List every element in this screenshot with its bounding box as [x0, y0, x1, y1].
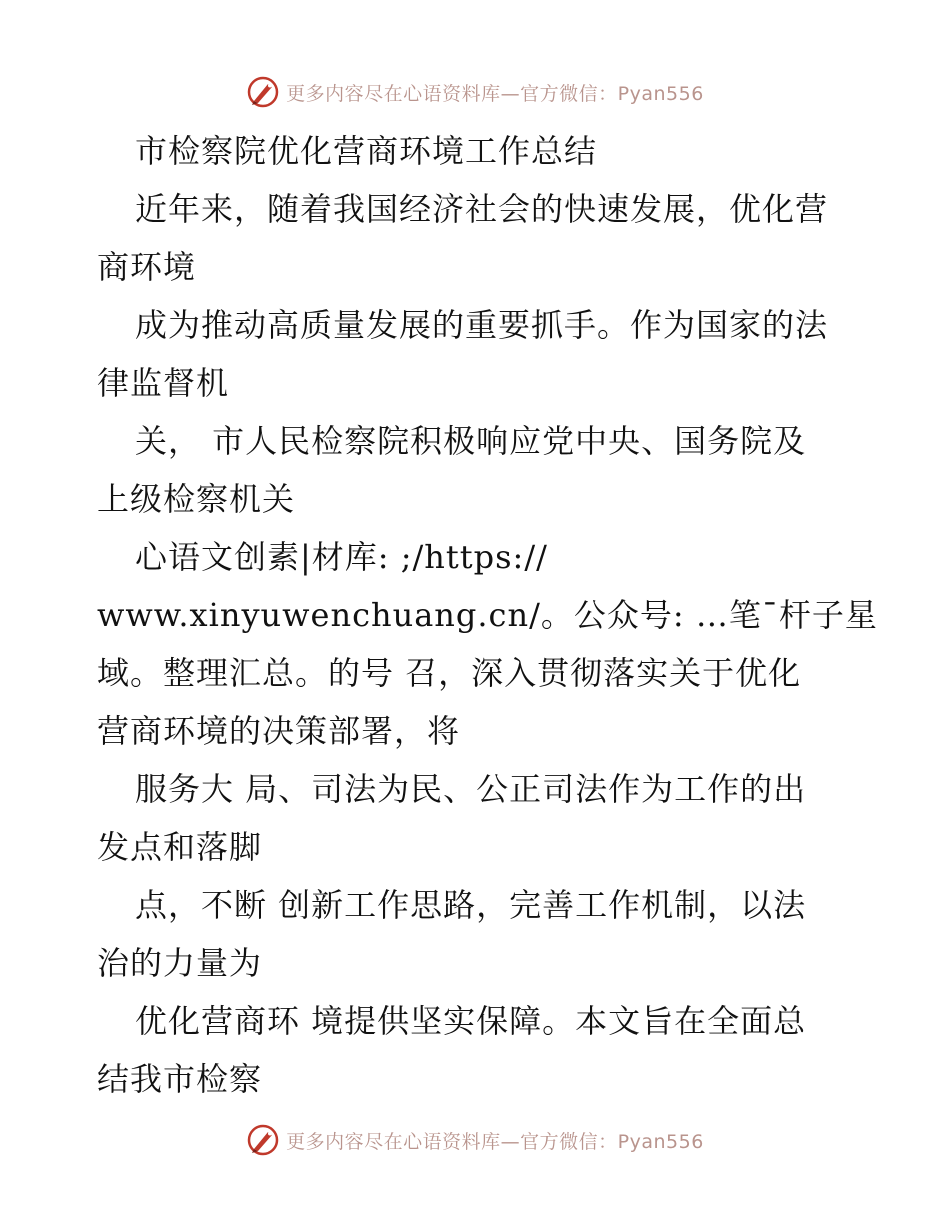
text-line: 域。整理汇总。的号 召，深入贯彻落实关于优化	[97, 654, 802, 692]
text-line: 结我市检察	[97, 1060, 263, 1098]
text-line: www.xinyuwenchuang.cn/。公众号: …笔¯杆子星	[97, 596, 878, 634]
pen-logo-icon	[246, 75, 280, 109]
text-line: 点，不断 创新工作思路，完善工作机制，以法	[135, 886, 807, 924]
text-line: 市检察院优化营商环境工作总结	[135, 132, 598, 170]
text-line: 服务大 局、司法为民、公正司法作为工作的出	[135, 770, 807, 808]
header-watermark	[0, 72, 950, 112]
text-line: 近年来，随着我国经济社会的快速发展，优化营	[135, 190, 829, 228]
text-line: 关， 市人民检察院积极响应党中央、国务院及	[135, 422, 807, 460]
text-line: 优化营商环 境提供坚实保障。本文旨在全面总	[135, 1002, 807, 1040]
watermark-text: 更多内容尽在心语资料库—官方微信：Pyan556	[286, 1130, 704, 1153]
text-line: 上级检察机关	[97, 480, 296, 518]
document-body	[97, 122, 878, 1108]
text-line: 成为推动高质量发展的重要抓手。作为国家的法	[135, 306, 829, 344]
text-line: 律监督机	[97, 364, 230, 402]
footer-watermark	[0, 1120, 950, 1160]
text-line: 营商环境的决策部署，将	[97, 712, 461, 750]
text-line: 治的力量为	[97, 944, 263, 982]
watermark-text: 更多内容尽在心语资料库—官方微信：Pyan556	[286, 82, 704, 105]
pen-logo-icon	[246, 1123, 280, 1157]
text-line: 发点和落脚	[97, 828, 263, 866]
text-line: 商环境	[97, 248, 197, 286]
text-line: 心语文创素|材库: ;/https://	[135, 538, 548, 576]
